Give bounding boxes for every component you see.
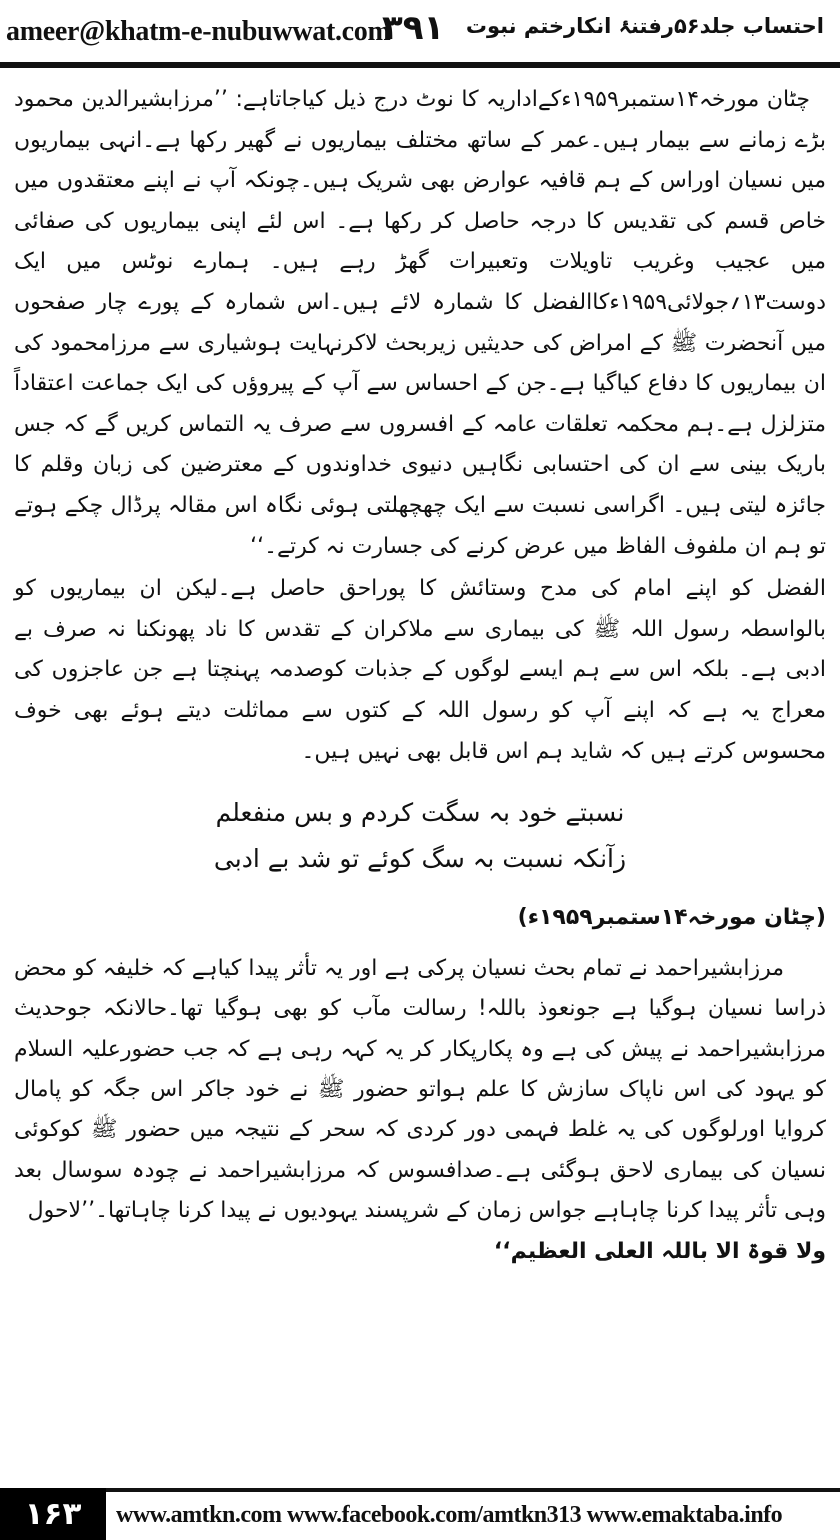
verse-line-2: زآنکہ نسبت بہ سگ کوئے تو شد بے ادبی — [213, 844, 627, 874]
footer-page-number: ۱۶۳ — [0, 1488, 106, 1540]
header-book-title: احتساب جلد۵۶رفتنۂ انکارختم نبوت — [465, 14, 824, 38]
page-header — [0, 0, 840, 62]
persian-verse — [14, 790, 826, 882]
source-citation: (چٹان مورخہ۱۴ستمبر۱۹۵۹ء) — [517, 905, 826, 931]
header-email: ameer@khatm-e-nubuwwat.com — [6, 16, 391, 47]
header-page-number: ۳۹۱ — [382, 8, 445, 48]
header-rule — [0, 62, 840, 68]
closing-invocation: ولا قوۃ الا باللہ العلی العظیم‘‘ — [493, 1238, 826, 1264]
page-footer — [0, 1488, 840, 1540]
footer-rule — [106, 1488, 840, 1492]
main-text — [14, 80, 826, 1272]
paragraph-alfazl-comment: الفضل کو اپنے امام کی مدح وستائش کا پوراحق حاصل ہے۔لیکن ان بیماریوں کو بالواسطہ رسول اللہ ﷺ کی بیماری سے ملاکران کے تقدس کا ناد پھونکنا نہ صرف بے ادبی ہے۔ بلکہ اس سے ہم ایسے لوگوں کے جذبات کوصدمہ پہنچتا ہے جن عاجزوں کی معراج یہ ہے کہ اپنے آپ کو رسول اللہ کے کتوں سے مماثلت دیتے ہوئے بھی خوف محسوس کرتے ہیں کہ شاید ہم اس قابل بھی نہیں ہیں۔ — [14, 576, 826, 764]
verse-line-1: نسبتے خود بہ سگت کردم و بس منفعلم — [215, 798, 625, 828]
paragraph-bashir-ahmad: مرزابشیراحمد نے تمام بحث نسیان پرکی ہے اور یہ تأثر پیدا کیاہے کہ خلیفہ کو محض ذراسا نسیان ہوگیا ہے جونعوذ باللہ! رسالت مآب کو بھی ہوگیا تھا۔حالانکہ جوحدیث مرزابشیراحمد نے پیش کی ہے وہ پکارپکار کر یہ کہہ رہی ہے کہ جب حضورعلیہ السلام کو یہود کی اس ناپاک سازش کا علم ہواتو حضور ﷺ نے خود جاکر اس جگہ کو پامال کروایا اورلوگوں کی یہ غلط فہمی دور کردی کہ سحر کے نتیجہ میں حضور ﷺ کوکوئی نسیان کی بیماری لاحق ہوگئی ہے۔صدافسوس کہ مرزابشیراحمد نے چودہ سوسال بعد وہی تأثر پیدا کرنا چاہاہے جواس زمان کے شرپسند یہودیوں نے پیدا کرنا چاہاتھا۔’’لاحول — [14, 955, 826, 1224]
paragraph-chattan-editorial: چٹان مورخہ۱۴ستمبر۱۹۵۹ءکےاداریہ کا نوٹ درج ذیل کیاجاتاہے: ’’مرزابشیرالدین محمود بڑے زمانے سے بیمار ہیں۔عمر کے ساتھ مختلف بیماریوں نے گھیر رکھا ہے۔انہی بیماریوں میں نسیان اوراس کے ہم قافیہ عوارض بھی شریک ہیں۔چونکہ آپ نے اپنے معتقدوں میں خاص قسم کی تقدیس کا درجہ حاصل کر رکھا ہے۔ اس لئے اپنی بیماریوں کی صفائی میں عجیب وغریب تاویلات وتعبیرات گھڑ رہے ہیں۔ ہمارے نوٹس میں ایک دوست۱۳؍جولائی۱۹۵۹ءکاالفضل کا شمارہ لائے ہیں۔اس شمارہ کے پورے چار صفحوں میں آنحضرت ﷺ کے امراض کی حدیثیں زیربحث لاکرنہایت ہوشیاری سے مرزامحمود کی ان بیماریوں کا دفاع کیاگیا ہے۔جن کے احساس سے آپ کے پیروؤں کی ایک جماعت اعتقاداً متزلزل ہے۔ہم محکمہ تعلقات عامہ کے افسروں سے صرف یہ التماس کریں گے کہ جس باریک بینی سے ان کی احتسابی نگاہیں دنیوی خداوندوں کے معترضین کی زبان وقلم کا جائزہ لیتی ہیں۔ اگراسی نسبت سے ایک چھچھلتی ہوئی نگاہ اس مقالہ پرڈال چکے ہوتے تو ہم ان ملفوف الفاظ میں عرض کرنے کی جسارت نہ کرتے۔‘‘ — [14, 87, 826, 559]
footer-links: www.amtkn.com www.facebook.com/amtkn313 www.emaktaba.info — [116, 1502, 783, 1528]
